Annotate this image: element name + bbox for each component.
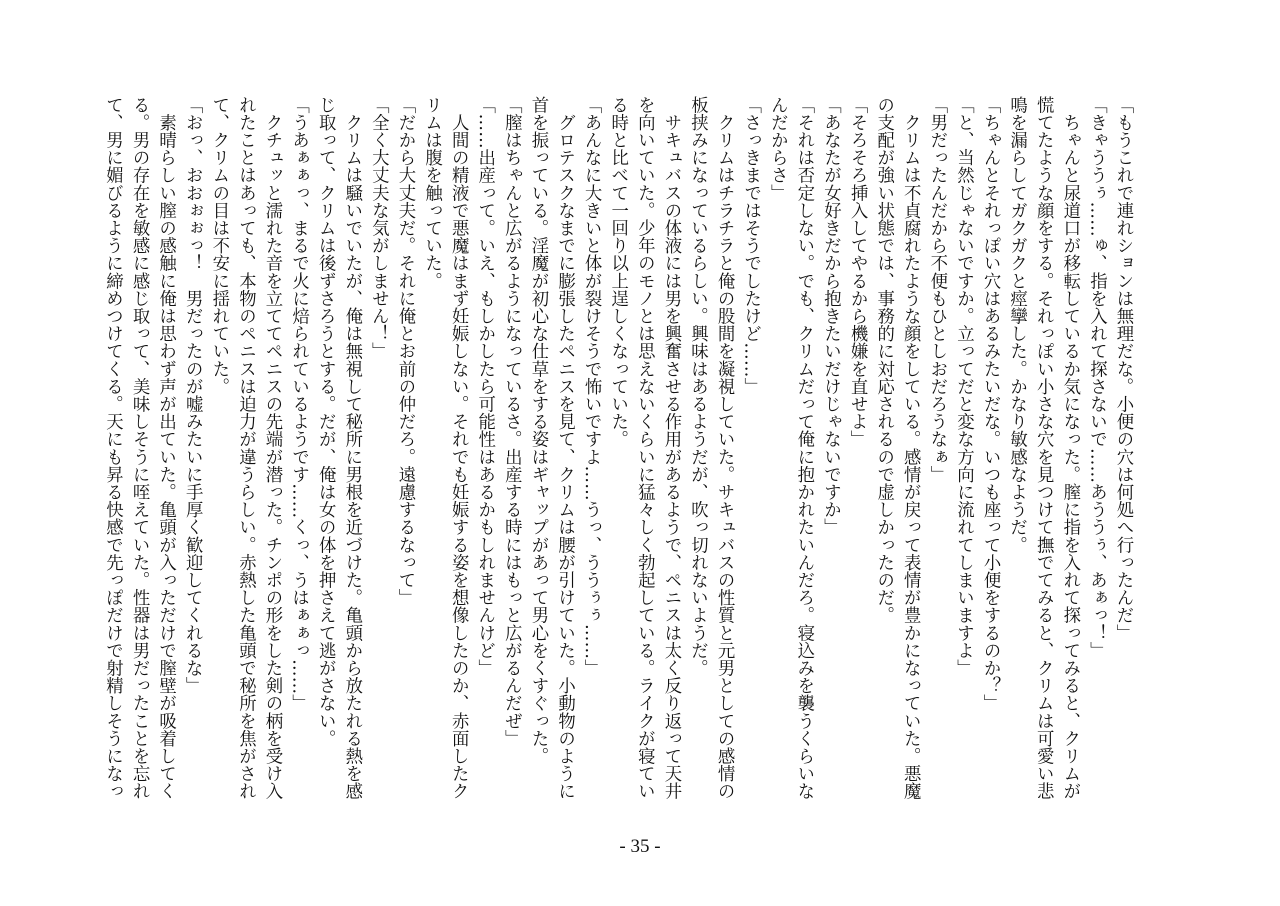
text-line: れたことはあっても、本物のペニスは迫力が違うらしい。赤熱した亀頭で秘所を焦がされ: [235, 96, 256, 800]
text-line: 「あなたが女好きだから抱きたいだけじゃないですか」: [820, 96, 841, 536]
text-line: 素晴らしい膣の感触に俺は思わず声が出ていた。亀頭が入っただけで膣壁が吸着してく: [155, 96, 176, 800]
text-line: る。男の存在を敏感に感じ取って、美味しそうに咥えていた。性器は男だったことを忘れ: [129, 96, 150, 800]
text-line: 「そろそろ挿入してやるから機嫌を直せよ」: [847, 96, 868, 448]
text-line: 「全く大丈夫な気がしません！」: [368, 96, 389, 360]
vertical-text-body: [96, 96, 1136, 816]
text-line: 「おっ、おおぉぉっ！ 男だったのが嘘みたいに手厚く歓迎してくれるな」: [182, 96, 203, 695]
text-line: 鳴を漏らしてガクガクと痙攣した。かなり敏感なようだ。: [1006, 96, 1027, 554]
text-line: クリムは騒いでいたが、俺は無視して秘所に男根を近づけた。亀頭から放たれる熱を感: [341, 96, 362, 800]
text-line: 「それは否定しない。でも、クリムだって俺に抱かれたいんだろ。寝込みを襲うくらいな: [793, 96, 814, 800]
text-line: んだからさ」: [767, 96, 788, 202]
text-line: 「あんなに大きいと体が裂けそうで怖いですよ……うっ、ううぅぅ……」: [581, 96, 602, 677]
text-line: 「さっきまではそうでしたけど……」: [740, 96, 761, 396]
text-line: リムは腹を触っていた。: [421, 96, 442, 290]
text-line: の支配が強い状態では、事務的に対応されるので虚しかったのだ。: [873, 96, 894, 624]
text-line: グロテスクなまでに膨張したペニスを見て、クリムは腰が引けていた。小動物のように: [554, 96, 575, 800]
text-line: ちゃんと尿道口が移転しているか気になった。膣に指を入れて探ってみると、クリムが: [1059, 96, 1080, 800]
text-line: て、クリムの目は不安に揺れていた。: [208, 96, 229, 396]
text-line: 慌てたような顔をする。それっぽい小さな穴を見つけて撫でてみると、クリムは可愛い悲: [1033, 96, 1054, 800]
text-line: クリムはチラチラと俺の股間を凝視していた。サキュバスの性質と元男としての感情の: [714, 96, 735, 800]
page-number: - 35 -: [619, 836, 661, 857]
text-line: 「ちゃんとそれっぽい穴はあるみたいだな。いつも座って小便をするのか？」: [980, 96, 1001, 712]
text-line: 板挟みになっているらしい。興味はあるようだが、吹っ切れないようだ。: [687, 96, 708, 677]
text-line: クリムは不貞腐れたような顔をしている。感情が戻って表情が豊かになっていた。悪魔: [900, 96, 921, 800]
text-line: 「と、当然じゃないですか。立ってだと変な方向に流れてしまいますよ」: [953, 96, 974, 677]
text-line: を向いていた。少年のモノとは思えないくらいに猛々しく勃起している。ライクが寝てい: [634, 96, 655, 800]
text-line: 首を振っている。淫魔が初心な仕草をする姿はギャップがあって男心をくすぐった。: [527, 96, 548, 765]
text-line: 「だから大丈夫だ。それに俺とお前の仲だろ。遠慮するなって」: [394, 96, 415, 607]
text-line: 「うあぁぁっ、まるで火に焙られているようです……くっ、うはぁぁっ……」: [288, 96, 309, 712]
text-line: る時と比べて一回り以上逞しくなっていた。: [607, 96, 628, 448]
text-line: じ取って、クリムは後ずさろうとする。だが、俺は女の体を押さえて逃がさない。: [315, 96, 336, 748]
text-line: サキュバスの体液には男を興奮させる作用があるようで、ペニスは太く反り返って天井: [660, 96, 681, 800]
text-line: クチュッと濡れた音を立ててペニスの先端が潜った。チンポの形をした剣の柄を受け入: [262, 96, 282, 800]
text-line: 「もうこれで連れションは無理だな。小便の穴は何処へ行ったんだ」: [1113, 96, 1133, 642]
text-line: 「男だったんだから不便もひとしおだろうなぁ」: [926, 96, 947, 484]
text-line: 「きゃううぅ……ゅ、指を入れて探さないで……あううぅ、あぁっ！」: [1086, 96, 1107, 660]
text-line: 人間の精液で悪魔はまず妊娠しない。それでも妊娠する姿を想像したのか、赤面したク: [448, 96, 469, 800]
text-line: 「膣はちゃんと広がるようになっているさ。出産する時にはもっと広がるんだぜ」: [501, 96, 522, 748]
text-line: 「……出産って。いえ、もしかしたら可能性はあるかもしれませんけど」: [474, 96, 495, 677]
text-line: て、男に媚びるように締めつけてくる。天にも昇る快感で先っぽだけで射精しそうになっ: [102, 96, 123, 800]
